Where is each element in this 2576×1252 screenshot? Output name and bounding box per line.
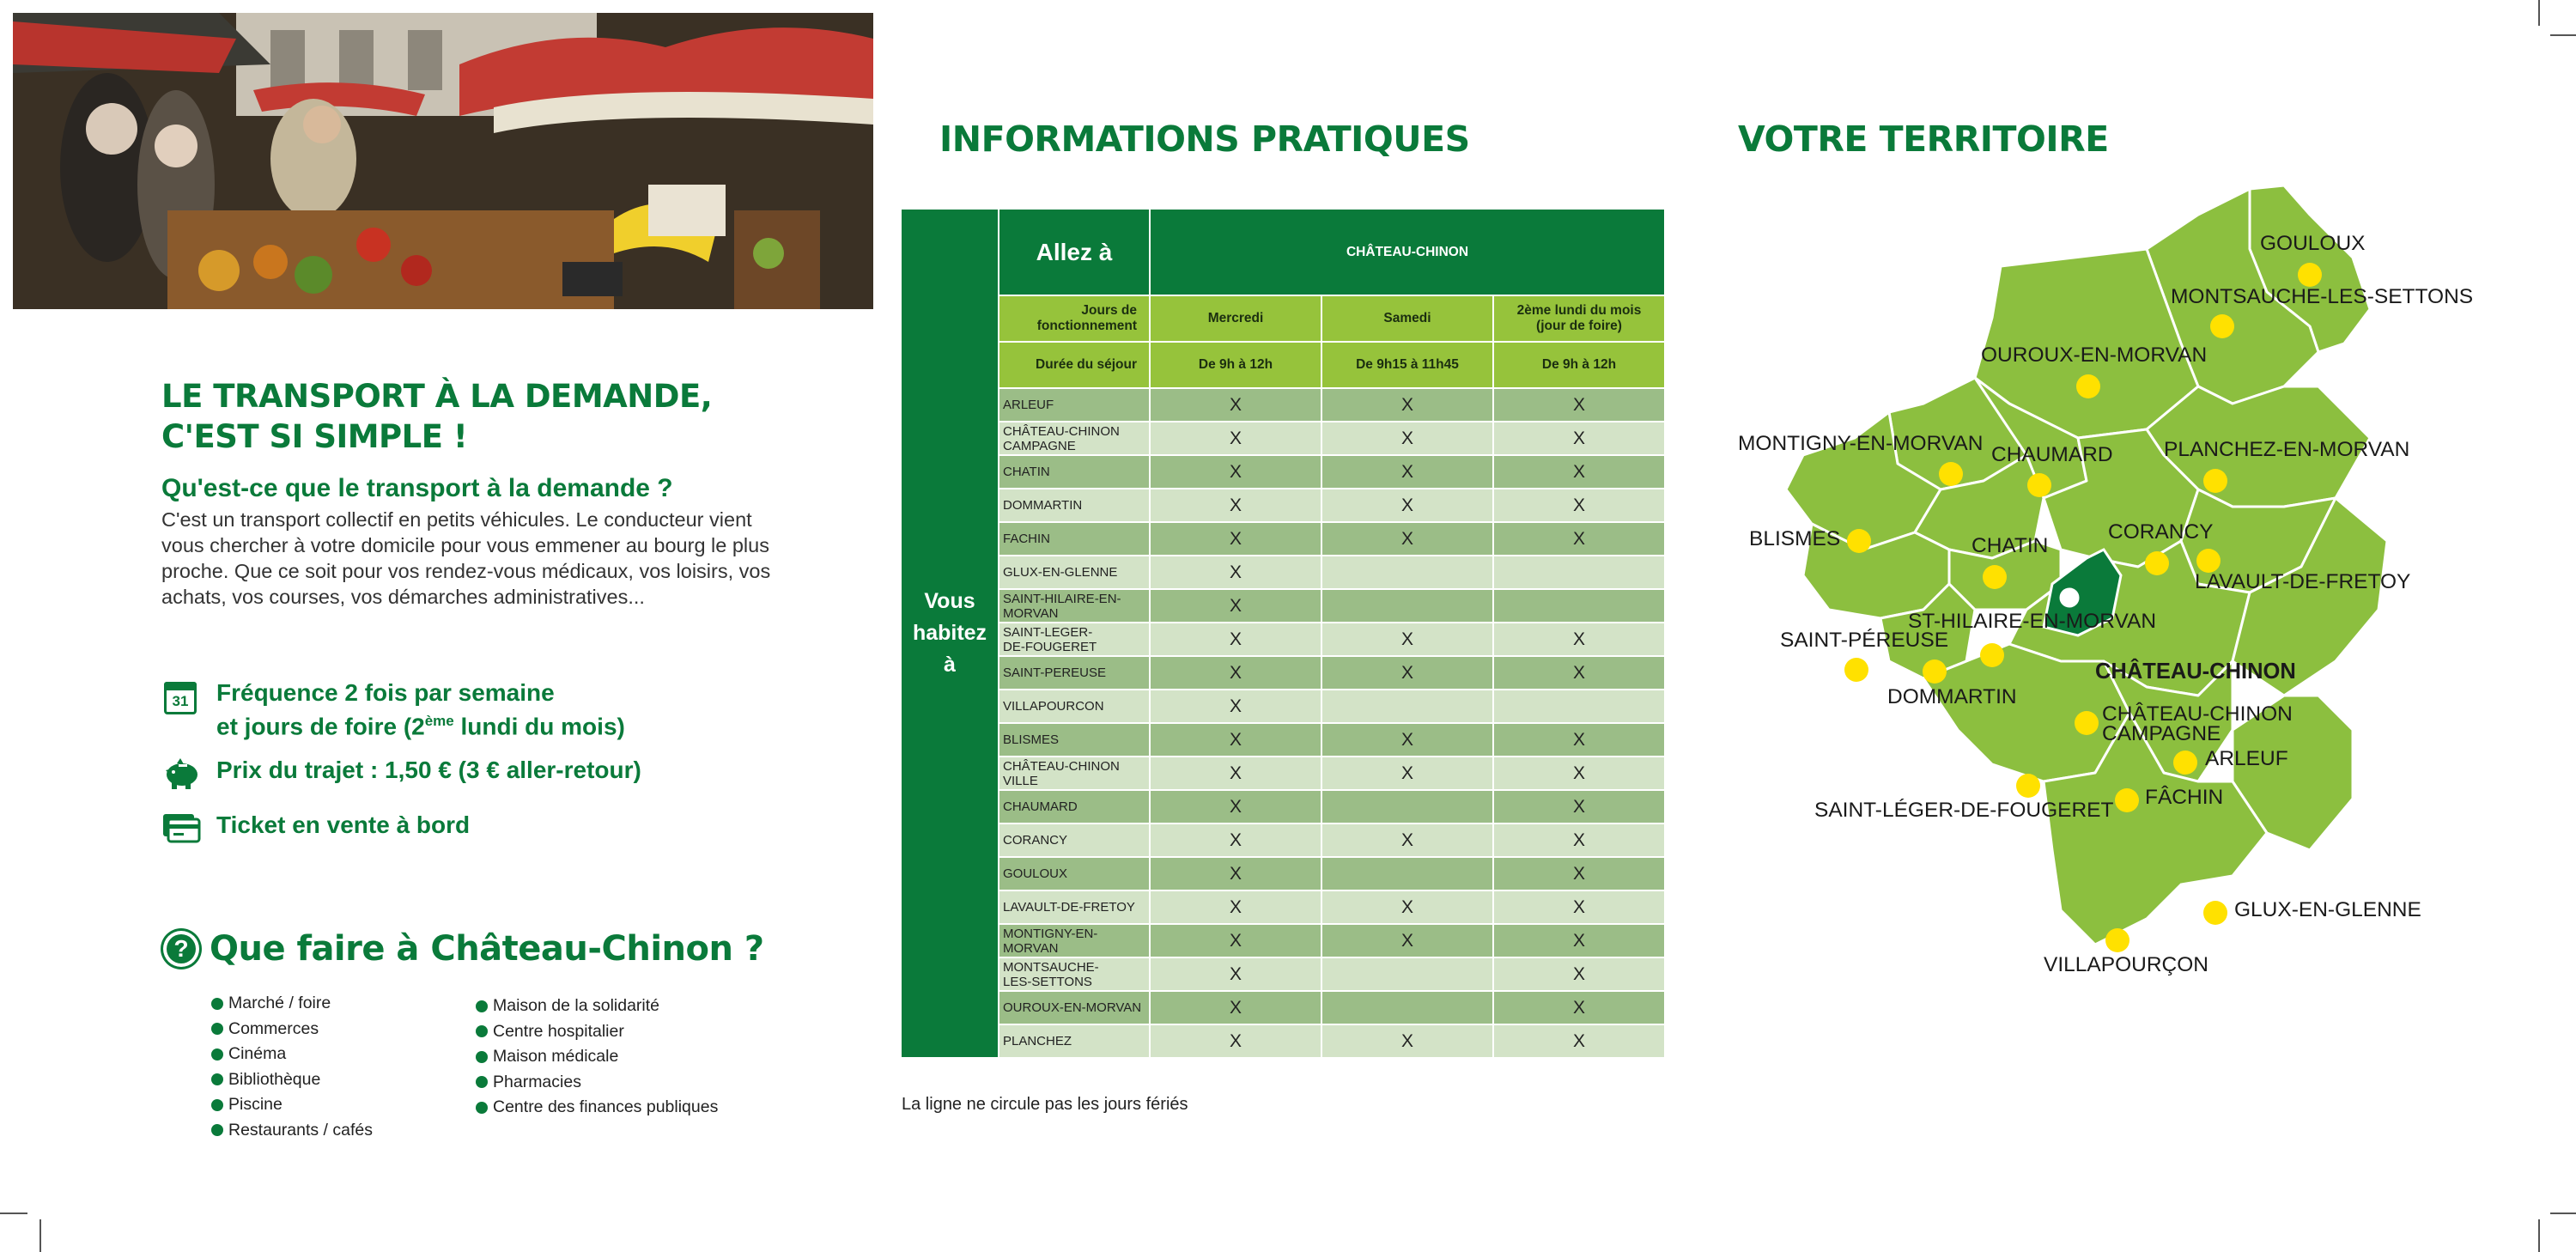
crop-mark bbox=[2538, 1219, 2540, 1252]
territory-map bbox=[1717, 180, 2490, 1091]
schedule-cell: X bbox=[1493, 422, 1665, 455]
schedule-cell: X bbox=[1150, 857, 1321, 890]
schedule-cell: X bbox=[1150, 690, 1321, 723]
main-title-line: C'EST SI SIMPLE ! bbox=[161, 418, 468, 455]
cell-line: GOULOUX bbox=[1003, 866, 1068, 881]
town-cell bbox=[999, 656, 1150, 690]
frequency-line-2 bbox=[216, 707, 625, 740]
town-label-chateau-chinon: CHÂTEAU-CHINON bbox=[2095, 659, 2296, 684]
schedule-cell: X bbox=[1321, 924, 1493, 957]
table-row bbox=[901, 790, 1665, 824]
table-duration-row bbox=[901, 342, 1665, 388]
todo-heading: Que faire à Château-Chinon ? bbox=[210, 929, 764, 969]
schedule-cell: X bbox=[1321, 422, 1493, 455]
calendar-icon bbox=[161, 678, 201, 718]
town-cell bbox=[999, 857, 1150, 890]
duration-cell: De 9h à 12h bbox=[1150, 342, 1321, 388]
table-row bbox=[901, 1024, 1665, 1058]
schedule-cell: X bbox=[1321, 388, 1493, 422]
table-header-row bbox=[901, 209, 1665, 295]
schedule-cell: X bbox=[1150, 589, 1321, 623]
table-row bbox=[901, 991, 1665, 1024]
cell-line: (jour de foire) bbox=[1536, 319, 1622, 333]
table-row bbox=[901, 757, 1665, 790]
schedule-cell: X bbox=[1321, 1024, 1493, 1058]
price-text: Prix du trajet : 1,50 € (3 € aller-retour) bbox=[216, 757, 641, 783]
town-label-gouloux: GOULOUX bbox=[2260, 232, 2366, 255]
calendar-day: 31 bbox=[172, 693, 189, 709]
town-label-arleuf: ARLEUF bbox=[2205, 747, 2288, 770]
description-text: C'est un transport collectif en petits véhicules. Le conducteur vient vous chercher à votre domicile pour vous emmener au bourg le plus proche. Que ce soit pour vos rendez-vous médicaux, vos loisirs, vos achats, vos courses, vos démarches administratives... bbox=[161, 508, 771, 608]
town-cell bbox=[999, 556, 1150, 589]
schedule-cell bbox=[1493, 589, 1665, 623]
cell-line: SAINT-HILAIRE-EN- bbox=[1003, 591, 1121, 606]
schedule-cell: X bbox=[1493, 991, 1665, 1024]
cell-line: SAINT-PEREUSE bbox=[1003, 666, 1107, 680]
schedule-cell: X bbox=[1150, 489, 1321, 522]
schedule-cell: X bbox=[1493, 623, 1665, 656]
schedule-cell bbox=[1321, 556, 1493, 589]
schedule-cell: X bbox=[1150, 522, 1321, 556]
town-label-montigny: MONTIGNY-EN-MORVAN bbox=[1738, 432, 1984, 455]
schedule-cell: X bbox=[1150, 422, 1321, 455]
schedule-cell bbox=[1321, 589, 1493, 623]
frequency-sup: ème bbox=[424, 713, 454, 729]
schedule-cell bbox=[1321, 857, 1493, 890]
town-label-fachin: FÂCHIN bbox=[2145, 786, 2224, 809]
cell-line: CHATIN bbox=[1003, 465, 1050, 479]
schedule-cell bbox=[1321, 957, 1493, 991]
cell-line: ARLEUF bbox=[1003, 398, 1054, 412]
schedule-cell bbox=[1493, 690, 1665, 723]
frequency-pre: et jours de foire (2 bbox=[216, 713, 425, 740]
cell-line: CHÂTEAU-CHINON bbox=[1003, 423, 1120, 439]
crop-mark bbox=[2550, 1212, 2576, 1214]
main-title bbox=[161, 376, 848, 457]
table-row bbox=[901, 723, 1665, 757]
town-label-blismes: BLISMES bbox=[1749, 527, 1841, 550]
piggy-bank-icon bbox=[161, 756, 201, 795]
town-cell bbox=[999, 757, 1150, 790]
town-cell bbox=[999, 890, 1150, 924]
crop-mark bbox=[2550, 34, 2576, 36]
frequency-text bbox=[216, 678, 625, 740]
schedule-cell: X bbox=[1493, 824, 1665, 857]
cell-line: SAINT-LEGER- bbox=[1003, 624, 1093, 640]
table-row bbox=[901, 924, 1665, 957]
table-row bbox=[901, 388, 1665, 422]
table-row bbox=[901, 824, 1665, 857]
town-label-ouroux: OUROUX-EN-MORVAN bbox=[1981, 343, 2208, 367]
days-label-cell bbox=[999, 295, 1150, 342]
cell-line: OUROUX-EN-MORVAN bbox=[1003, 1000, 1142, 1015]
schedule-cell: X bbox=[1493, 489, 1665, 522]
cell-line: BLISMES bbox=[1003, 732, 1060, 747]
table-row bbox=[901, 522, 1665, 556]
list-item: Bibliothèque bbox=[211, 1067, 373, 1093]
schedule-cell bbox=[1321, 690, 1493, 723]
table-row bbox=[901, 556, 1665, 589]
schedule-cell: X bbox=[1150, 790, 1321, 824]
town-cell bbox=[999, 790, 1150, 824]
table-row bbox=[901, 589, 1665, 623]
frequency-info bbox=[161, 678, 625, 740]
duration-cell: De 9h15 à 11h45 bbox=[1321, 342, 1493, 388]
schedule-cell: X bbox=[1150, 890, 1321, 924]
schedule-cell: X bbox=[1493, 723, 1665, 757]
main-title-line: LE TRANSPORT À LA DEMANDE, bbox=[161, 378, 713, 415]
market-photo bbox=[13, 13, 873, 309]
cell-line: Jours de bbox=[1081, 303, 1137, 318]
town-label-chaumard: CHAUMARD bbox=[1991, 443, 2113, 466]
cell-line: DE-FOUGERET bbox=[1003, 639, 1097, 654]
town-label-planchez: PLANCHEZ-EN-MORVAN bbox=[2164, 438, 2410, 461]
cell-line: MONTSAUCHE- bbox=[1003, 959, 1099, 975]
schedule-cell: X bbox=[1493, 455, 1665, 489]
list-item: Centre des finances publiques bbox=[476, 1095, 718, 1121]
cell-line: 2ème lundi du mois bbox=[1516, 303, 1642, 318]
vous-habitez-cell bbox=[901, 209, 999, 1058]
schedule-cell: X bbox=[1150, 455, 1321, 489]
day-header-cell bbox=[1493, 295, 1665, 342]
cell-line: Samedi bbox=[1383, 311, 1431, 325]
cell-line: LES-SETTONS bbox=[1003, 974, 1092, 989]
chateau-chinon-marker bbox=[2058, 586, 2081, 609]
town-cell bbox=[999, 957, 1150, 991]
question-icon: ? bbox=[163, 931, 199, 967]
list-item: Restaurants / cafés bbox=[211, 1118, 373, 1144]
schedule-cell: X bbox=[1493, 757, 1665, 790]
town-cell bbox=[999, 1024, 1150, 1058]
question-title: Qu'est-ce que le transport à la demande ? bbox=[161, 474, 673, 502]
table-row bbox=[901, 857, 1665, 890]
town-label-montsauche: MONTSAUCHE-LES-SETTONS bbox=[2171, 285, 2474, 308]
cell-line: GLUX-EN-GLENNE bbox=[1003, 565, 1118, 580]
schedule-cell: X bbox=[1493, 522, 1665, 556]
schedule-cell: X bbox=[1321, 489, 1493, 522]
cell-line: PLANCHEZ bbox=[1003, 1034, 1072, 1048]
schedule-cell: X bbox=[1321, 656, 1493, 690]
cell-line: fonctionnement bbox=[1036, 319, 1137, 333]
cell-line: LAVAULT-DE-FRETOY bbox=[1003, 900, 1135, 915]
footnote: La ligne ne circule pas les jours fériés bbox=[902, 1095, 1188, 1114]
town-cell bbox=[999, 422, 1150, 455]
cell-line: CHÂTEAU-CHINON VILLE bbox=[1003, 758, 1120, 788]
schedule-cell: X bbox=[1150, 1024, 1321, 1058]
schedule-cell bbox=[1321, 991, 1493, 1024]
schedule-cell: X bbox=[1321, 824, 1493, 857]
town-cell bbox=[999, 924, 1150, 957]
allez-cell: Allez à bbox=[999, 209, 1150, 295]
info-section-title: INFORMATIONS PRATIQUES bbox=[939, 119, 1470, 160]
schedule-cell: X bbox=[1493, 790, 1665, 824]
cell-line: CORANCY bbox=[1003, 833, 1068, 848]
cell-line: à bbox=[944, 653, 956, 677]
cell-line: Vous bbox=[924, 589, 975, 613]
list-item: Maison de la solidarité bbox=[476, 994, 718, 1019]
town-label-villapourcon: VILLAPOURÇON bbox=[2044, 953, 2208, 976]
day-header-cell bbox=[1150, 295, 1321, 342]
schedule-cell: X bbox=[1493, 388, 1665, 422]
cell-line: VILLAPOURCON bbox=[1003, 699, 1104, 714]
town-label-saint-pereuse: SAINT-PÉREUSE bbox=[1780, 629, 1949, 652]
schedule-cell: X bbox=[1150, 556, 1321, 589]
schedule-cell: X bbox=[1150, 824, 1321, 857]
cell-line: habitez bbox=[912, 621, 987, 645]
town-cell bbox=[999, 489, 1150, 522]
town-cell bbox=[999, 522, 1150, 556]
schedule-cell: X bbox=[1493, 857, 1665, 890]
table-row bbox=[901, 656, 1665, 690]
day-header-cell bbox=[1321, 295, 1493, 342]
schedule-cell bbox=[1493, 556, 1665, 589]
price-info bbox=[161, 756, 641, 795]
territory-section-title: VOTRE TERRITOIRE bbox=[1738, 119, 2109, 160]
cell-line: FACHIN bbox=[1003, 532, 1051, 546]
schedule-cell: X bbox=[1493, 890, 1665, 924]
todo-list-left bbox=[211, 991, 373, 1143]
schedule-cell: X bbox=[1150, 757, 1321, 790]
town-label-st-hilaire: ST-HILAIRE-EN-MORVAN bbox=[1908, 610, 2157, 633]
cell-line: CAMPAGNE bbox=[1003, 438, 1076, 453]
table-row bbox=[901, 623, 1665, 656]
duration-cell: De 9h à 12h bbox=[1493, 342, 1665, 388]
town-label-chatin: CHATIN bbox=[1971, 534, 2049, 557]
schedule-cell: X bbox=[1150, 924, 1321, 957]
town-cell bbox=[999, 723, 1150, 757]
table-row bbox=[901, 890, 1665, 924]
list-item: Maison médicale bbox=[476, 1044, 718, 1070]
list-item: Commerces bbox=[211, 1017, 373, 1042]
ticket-icon bbox=[161, 811, 201, 850]
table-days-row bbox=[901, 295, 1665, 342]
schedule-cell: X bbox=[1493, 924, 1665, 957]
list-item: Marché / foire bbox=[211, 991, 373, 1017]
cell-line: MONTIGNY-EN-MORVAN bbox=[1003, 926, 1098, 956]
table-row bbox=[901, 489, 1665, 522]
list-item: Cinéma bbox=[211, 1042, 373, 1067]
schedule-cell: X bbox=[1321, 455, 1493, 489]
list-item: Pharmacies bbox=[476, 1070, 718, 1096]
schedule-cell: X bbox=[1321, 522, 1493, 556]
ticket-info bbox=[161, 811, 470, 850]
frequency-post: lundi du mois) bbox=[453, 713, 625, 740]
schedule-cell: X bbox=[1150, 957, 1321, 991]
cell-line: DOMMARTIN bbox=[1003, 498, 1083, 513]
town-cell bbox=[999, 690, 1150, 723]
town-label-saint-leger: SAINT-LÉGER-DE-FOUGERET bbox=[1814, 799, 2114, 822]
cell-line: MORVAN bbox=[1003, 605, 1059, 621]
crop-mark bbox=[2538, 0, 2540, 26]
duration-label-cell: Durée du séjour bbox=[999, 342, 1150, 388]
table-row bbox=[901, 455, 1665, 489]
list-item: Piscine bbox=[211, 1092, 373, 1118]
todo-list-right bbox=[476, 994, 718, 1121]
table-row bbox=[901, 957, 1665, 991]
town-label-glux: GLUX-EN-GLENNE bbox=[2234, 898, 2421, 921]
todo-title bbox=[163, 929, 764, 969]
schedule-table bbox=[900, 208, 1666, 1059]
ticket-text: Ticket en vente à bord bbox=[216, 811, 471, 838]
town-cell bbox=[999, 623, 1150, 656]
cell-line: CHAUMARD bbox=[1003, 799, 1078, 814]
town-cell bbox=[999, 455, 1150, 489]
schedule-cell: X bbox=[1150, 991, 1321, 1024]
frequency-line-1: Fréquence 2 fois par semaine bbox=[216, 679, 555, 706]
schedule-cell: X bbox=[1321, 757, 1493, 790]
town-label-lavault: LAVAULT-DE-FRETOY bbox=[2195, 570, 2411, 593]
schedule-cell: X bbox=[1150, 723, 1321, 757]
schedule-cell: X bbox=[1493, 957, 1665, 991]
cell-line: Mercredi bbox=[1207, 311, 1264, 325]
crop-mark bbox=[39, 1219, 41, 1252]
schedule-cell: X bbox=[1493, 656, 1665, 690]
schedule-cell: X bbox=[1150, 623, 1321, 656]
destination-cell: CHÂTEAU-CHINON bbox=[1150, 209, 1665, 295]
table-row bbox=[901, 690, 1665, 723]
crop-mark bbox=[0, 1212, 27, 1214]
table-row bbox=[901, 422, 1665, 455]
schedule-cell: X bbox=[1150, 656, 1321, 690]
town-cell bbox=[999, 589, 1150, 623]
town-label-corancy: CORANCY bbox=[2108, 520, 2214, 544]
town-label-dommartin: DOMMARTIN bbox=[1887, 685, 2017, 708]
town-cell bbox=[999, 824, 1150, 857]
list-item: Centre hospitalier bbox=[476, 1019, 718, 1045]
schedule-cell: X bbox=[1321, 723, 1493, 757]
schedule-cell: X bbox=[1321, 623, 1493, 656]
schedule-cell: X bbox=[1493, 1024, 1665, 1058]
schedule-cell: X bbox=[1321, 890, 1493, 924]
town-cell bbox=[999, 991, 1150, 1024]
town-label-chateau-chinon-campagne: CHÂTEAU-CHINON CAMPAGNE bbox=[2102, 702, 2293, 745]
town-cell bbox=[999, 388, 1150, 422]
schedule-cell: X bbox=[1150, 388, 1321, 422]
schedule-cell bbox=[1321, 790, 1493, 824]
